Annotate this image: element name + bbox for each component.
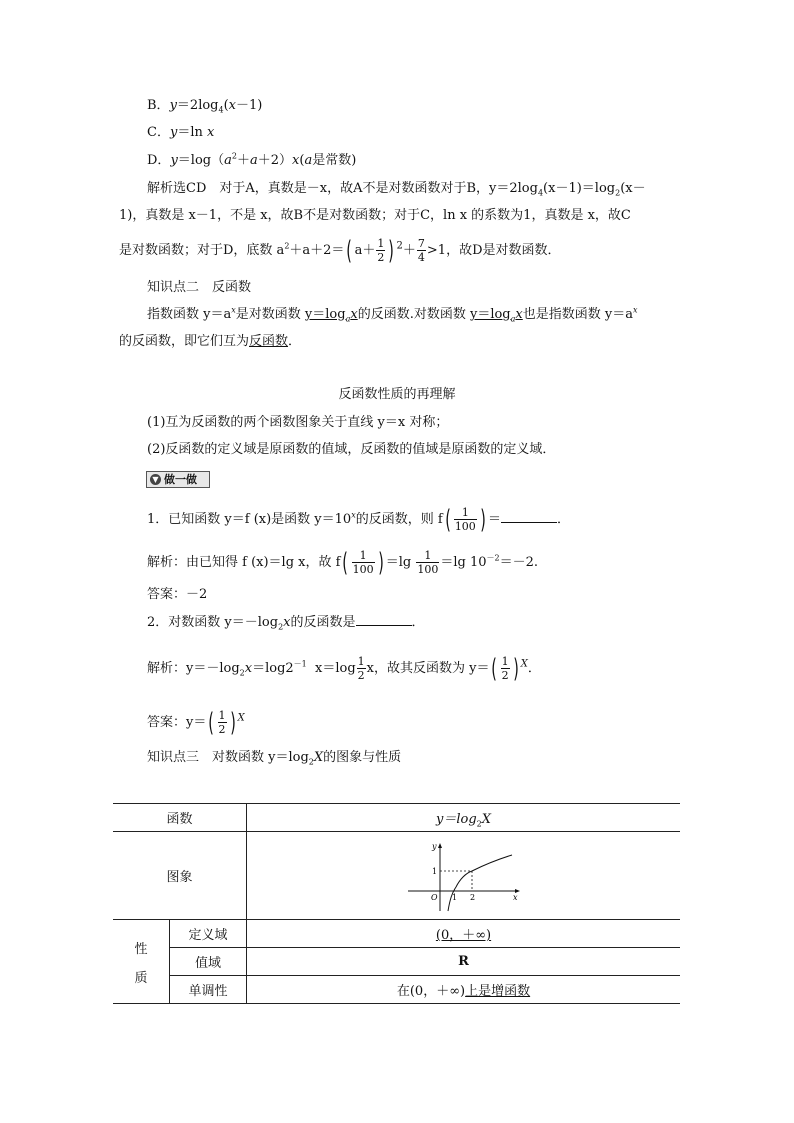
question-2: 2．对数函数 $y=-\log_2x$的反函数是 ．	[147, 615, 425, 632]
question-2-answer: 答案：y＝( $\frac{1}{2}$ ) $^X$	[147, 707, 245, 738]
kp2-line-2: 的反函数，即它们互为反函数．	[119, 334, 302, 349]
fraction-1-100: $\frac{1}{100}$	[454, 506, 476, 533]
table-header-row	[113, 804, 680, 832]
monotonicity-value: 在(0，＋∞)上是增函数	[247, 976, 681, 1004]
graph-y-label: y	[431, 841, 437, 851]
kp2-title: 知识点二 反函数	[147, 280, 252, 295]
option-d: D．$y=\log(a^2+a+2)x(a$是常数)	[147, 151, 357, 168]
domain-label: 定义域	[170, 920, 247, 948]
kp2-line-1: 指数函数 $y=a^x$是对数函数 $y=\log_ax$的反函数.对数函数 $y=\log_ax$也是指数函数 $y=a^x$	[147, 305, 638, 324]
monotonicity-label: 单调性	[170, 976, 247, 1004]
graph-tick-x2: 2	[469, 892, 475, 902]
range-label: 值域	[170, 948, 247, 976]
fraction-half: $\frac{1}{2}$	[377, 237, 385, 264]
header-value: $y=\log_2X$	[247, 804, 681, 832]
graph-tick-x1: 1	[451, 892, 457, 902]
y-axis-arrow-icon	[438, 843, 442, 848]
question-1-answer: 答案：－2	[147, 587, 208, 602]
table-row-graph	[113, 832, 680, 920]
understanding-title: 反函数性质的再理解	[338, 387, 456, 402]
analysis-line-2: 1)，真数是 x－1，不是 x，故B不是对数函数；对于C，ln x 的系数为1，真数是 x，故C	[119, 208, 631, 223]
properties-table	[113, 803, 680, 1004]
understanding-point-1: (1)互为反函数的两个函数图象关于直线 y＝x 对称；	[147, 415, 449, 430]
graph-x-label: x	[512, 892, 518, 902]
question-1-analysis: 解析：由已知得 f (x)＝lg x，故 f( $\frac{1}{100}$ ) ＝lg $\frac{1}{100}$ ＝lg $10^{-2}=-2$.	[147, 547, 539, 578]
question-2-analysis: 解析：$y=-\log_2x=\log 2^{-1}$ x＝log $\frac{1}{2}$ x，故其反函数为 y＝( $\frac{1}{2}$ ) $^X$．	[147, 653, 541, 684]
graph-cell	[247, 832, 681, 920]
answer-blank-2	[356, 613, 412, 626]
graph-tick-y1: 1	[431, 866, 437, 876]
properties-group-label: 性 质	[113, 920, 170, 1004]
question-1: 1．已知函数 y＝f (x)是函数 $y=10^x$的反函数，则 f( $\frac{1}{100}$ ) ＝ ．	[147, 504, 570, 535]
log-curve	[448, 855, 512, 911]
analysis-line-3: 是对数函数；对于D，底数 $a^2+a+2=$( a＋ $\frac{1}{2}$ ) $^2$＋ $\frac{7}{4}$ >1，故D是对数函数．	[119, 235, 561, 266]
fraction-seven-fourths: $\frac{7}{4}$	[417, 237, 425, 264]
option-c: C．y＝ln x	[147, 125, 215, 140]
kp3-title: 知识点三 对数函数 $y=\log_2X$的图象与性质	[147, 750, 402, 767]
practice-badge: ▼ 做一做	[146, 471, 210, 488]
graph-origin: O	[430, 892, 438, 902]
header-label: 函数	[113, 804, 247, 832]
option-b: B．$y=2\log_4(x-1)$	[147, 98, 263, 115]
table-row-domain	[113, 920, 680, 948]
log-graph	[404, 841, 524, 913]
table-row-range	[113, 948, 680, 976]
range-value: R	[247, 948, 681, 976]
table-row-monotonicity	[113, 976, 680, 1004]
understanding-point-2: (2)反函数的定义域是原函数的值域，反函数的值域是原函数的定义域．	[147, 442, 556, 457]
graph-label: 图象	[113, 832, 247, 920]
domain-value: (0，＋∞)	[247, 920, 681, 948]
analysis-line-1: 解析选CD 对于A，真数是－x，故A不是对数函数对于B，$y=2\log_4(x-1)=\log_2(x-$	[147, 181, 646, 198]
answer-blank-1	[501, 510, 557, 523]
triangle-down-icon: ▼	[150, 474, 161, 485]
